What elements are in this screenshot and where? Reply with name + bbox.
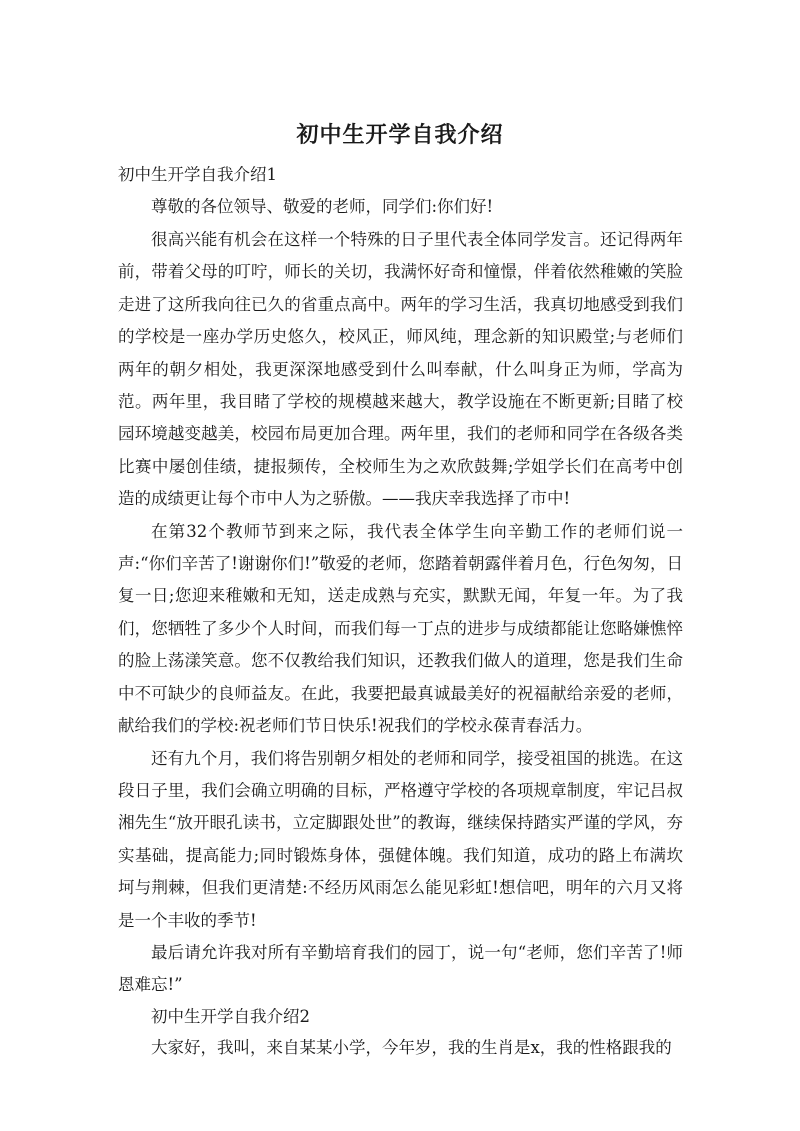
closing-paragraph: 最后请允许我对所有辛勤培育我们的园丁，说一句“老师，您们辛苦了!师恩难忘!”	[118, 942, 683, 995]
greeting-paragraph: 尊敬的各位领导、敬爱的老师，同学们:你们好!	[151, 197, 494, 216]
body-paragraph: 还有九个月，我们将告别朝夕相处的老师和同学，接受祖国的挑选。在这段日子里，我们会确立明确的目标，严格遵守学校的各项规章制度，牢记吕叔湘先生“放开眼孔读书，立定脚跟处世”的教诲，继续保持踏实严谨的学风，夯实基础，提高能力;同时锻炼身体，强健体魄。我们知道，成功的路上布满坎坷与荆棘，但我们更清楚:不经历风雨怎么能见彩虹!想信吧，明年的六月又将是一个丰收的季节!	[118, 748, 683, 930]
section-heading-1: 初中生开学自我介绍1	[118, 165, 277, 184]
section-heading-2: 初中生开学自我介绍2	[151, 1006, 310, 1026]
body-paragraph: 很高兴能有机会在这样一个特殊的日子里代表全体同学发言。还记得两年前，带着父母的叮咛，师长的关切，我满怀好奇和憧憬，伴着依然稚嫩的笑脸走进了这所我向往已久的省重点高中。两年的学习生活，我真切地感受到我们的学校是一座办学历史悠久，校风正，师风纯，理念新的知识殿堂;与老师们两年的朝夕相处，我更深深地感受到什么叫奉献，什么叫身正为师，学高为范。两年里，我目睹了学校的规模越来越大，教学设施在不断更新;目睹了校园环境越变越美，校园布局更加合理。两年里，我们的老师和同学在各级各类比赛中屡创佳绩，捷报频传，全校师生为之欢欣鼓舞;学姐学长们在高考中创造的成绩更让每个市中人为之骄傲。——我庆幸我选择了市中!	[118, 230, 683, 509]
page-title: 初中生开学自我介绍	[296, 123, 504, 148]
body-paragraph: 在第32个教师节到来之际，我代表全体学生向辛勤工作的老师们说一声:“你们辛苦了!谢谢你们!”敬爱的老师，您踏着朝露伴着月色，行色匆匆，日复一日;您迎来稚嫩和无知，送走成熟与充实，默默无闻，年复一年。为了我们，您牺牲了多少个人时间，而我们每一丁点的进步与成绩都能让您略嫌憔悴的脸上荡漾笑意。您不仅教给我们知识，还教我们做人的道理，您是我们生命中不可缺少的良师益友。在此，我要把最真诚最美好的祝福献给亲爱的老师，献给我们的学校:祝老师们节日快乐!祝我们的学校永葆青春活力。	[118, 521, 683, 736]
document-body	[118, 160, 683, 1064]
section2-paragraph: 大家好，我叫，来自某某小学，今年岁，我的生肖是x，我的性格跟我的	[151, 1037, 672, 1057]
